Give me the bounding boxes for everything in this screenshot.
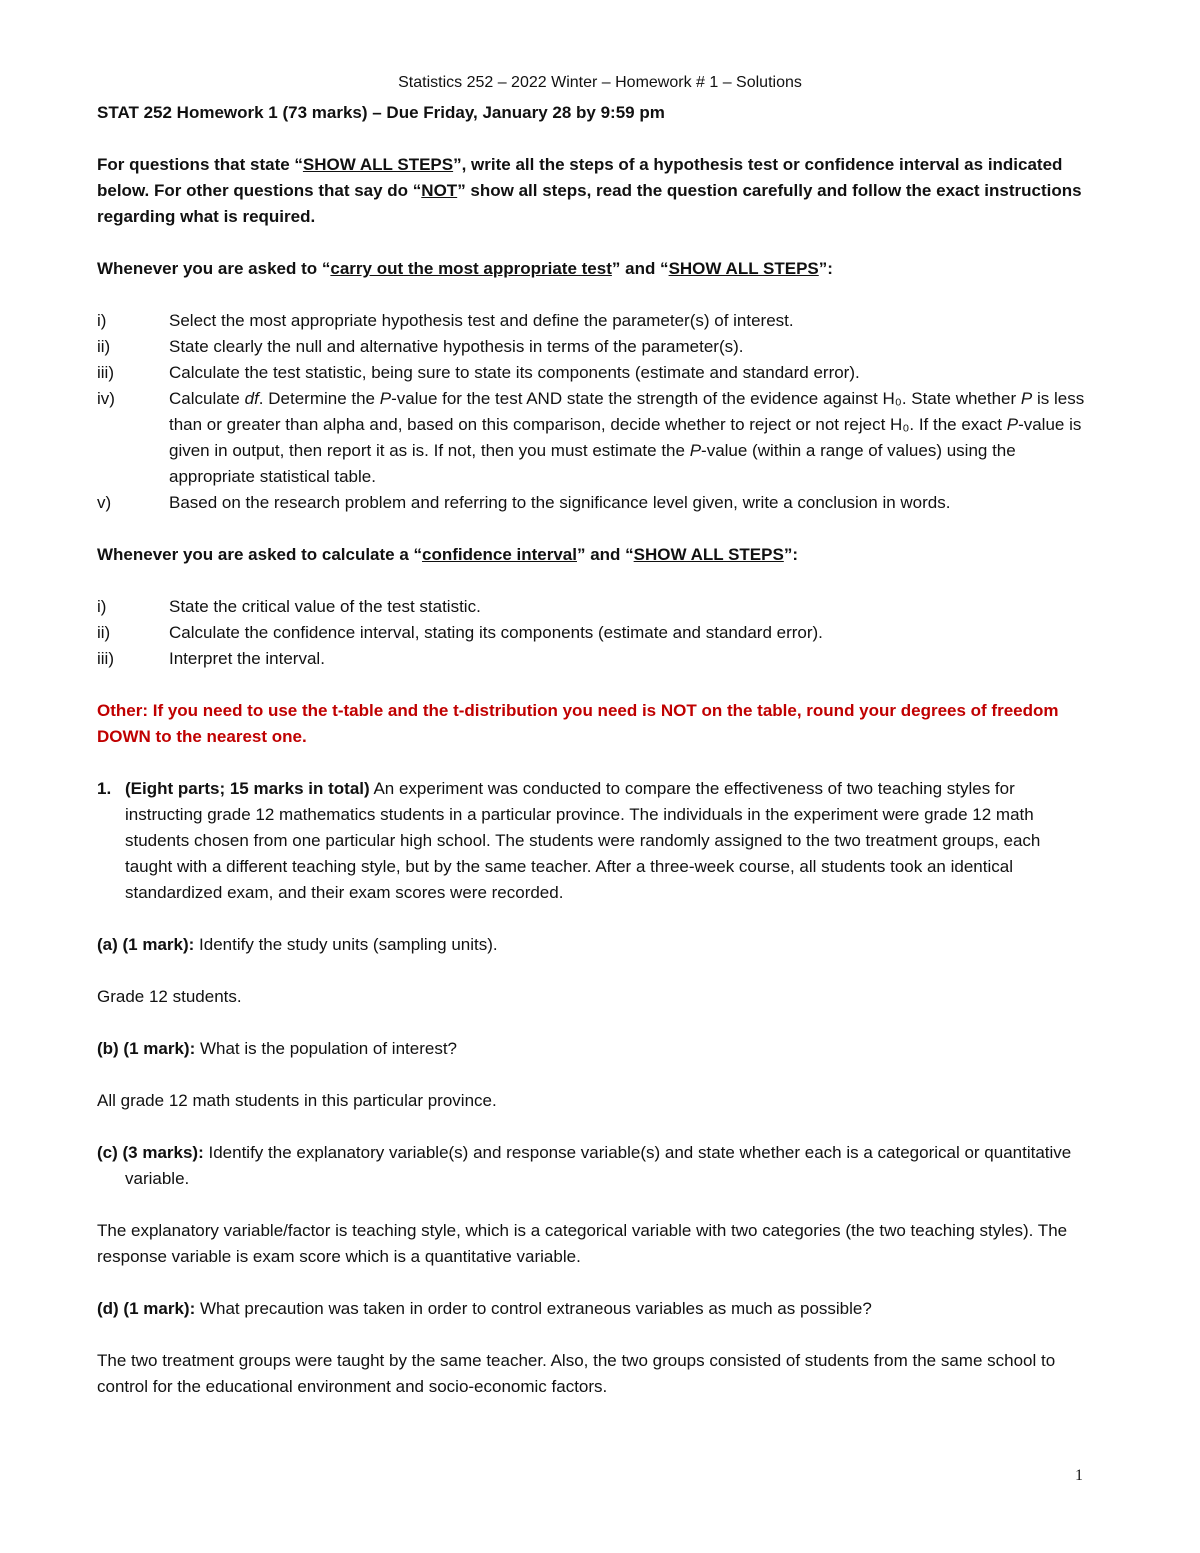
list-item: i) Select the most appropriate hypothesis test and define the parameter(s) of interest. <box>97 311 794 330</box>
answer-1c: The explanatory variable/factor is teaching style, which is a categorical variable with two categories (the two teaching styles). The response variable is exam score which is a quantitative variable. <box>97 1221 1068 1266</box>
answer-1b: All grade 12 math students in this particular province. <box>97 1091 497 1110</box>
question-1: 1. (Eight parts; 15 marks in total) An experiment was conducted to compare the effectiveness of two teaching styles for instructing grade 12 mathematics students in a particular province. The individuals in the experiment were grade 12 math students chosen from one particular high school. The students were randomly assigned to the two treatment groups, each taught with a different teaching style, but by the same teacher. After a three-week course, all students took an identical standardized exam, and their exam scores were recorded. <box>97 779 1041 902</box>
list-item: i) State the critical value of the test statistic. <box>97 597 481 616</box>
ci-steps-heading: Whenever you are asked to calculate a “confidence interval” and “SHOW ALL STEPS”: <box>97 545 798 564</box>
document-body <box>97 100 1087 1400</box>
list-item: iv) Calculate df. Determine the P-value for the test AND state the strength of the evidence against H₀. State whether P is less than or greater than alpha and, based on this comparison, decide whether to reject or not reject H₀. If the exact P-value is given in output, then report it as is. If not, then you must estimate the P-value (within a range of values) using the appropriate statistical table. <box>97 389 1085 486</box>
ci-steps-list <box>97 594 1087 672</box>
question-1d: (d) (1 mark): What precaution was taken in order to control extraneous variables as much as possible? <box>97 1299 872 1318</box>
test-steps-list <box>97 308 1087 516</box>
list-item: iii) Interpret the interval. <box>97 649 325 668</box>
question-1a: (a) (1 mark): Identify the study units (sampling units). <box>97 935 498 954</box>
list-item: iii) Calculate the test statistic, being sure to state its components (estimate and standard error). <box>97 363 860 382</box>
list-item: ii) State clearly the null and alternative hypothesis in terms of the parameter(s). <box>97 337 744 356</box>
list-item: ii) Calculate the confidence interval, stating its components (estimate and standard error). <box>97 623 823 642</box>
answer-1d: The two treatment groups were taught by the same teacher. Also, the two groups consisted of students from the same school to control for the educational environment and socio-economic factors. <box>97 1351 1056 1396</box>
test-steps-heading: Whenever you are asked to “carry out the most appropriate test” and “SHOW ALL STEPS”: <box>97 259 833 278</box>
intro-paragraph: For questions that state “SHOW ALL STEPS”, write all the steps of a hypothesis test or confidence interval as indicated below. For other questions that say do “NOT” show all steps, read the question carefully and follow the exact instructions regarding what is required. <box>97 155 1082 226</box>
answer-1a: Grade 12 students. <box>97 987 242 1006</box>
page-number: 1 <box>1075 1467 1083 1484</box>
question-1b: (b) (1 mark): What is the population of interest? <box>97 1039 457 1058</box>
other-note: Other: If you need to use the t-table and the t-distribution you need is NOT on the table, round your degrees of freedom DOWN to the nearest one. <box>97 701 1059 746</box>
page-header: Statistics 252 – 2022 Winter – Homework # 1 – Solutions <box>398 74 802 91</box>
due-line: STAT 252 Homework 1 (73 marks) – Due Friday, January 28 by 9:59 pm <box>97 103 665 122</box>
question-1c: (c) (3 marks): Identify the explanatory variable(s) and response variable(s) and state whether each is a categorical or quantitative variable. <box>97 1143 1072 1188</box>
list-item: v) Based on the research problem and referring to the significance level given, write a conclusion in words. <box>97 493 951 512</box>
